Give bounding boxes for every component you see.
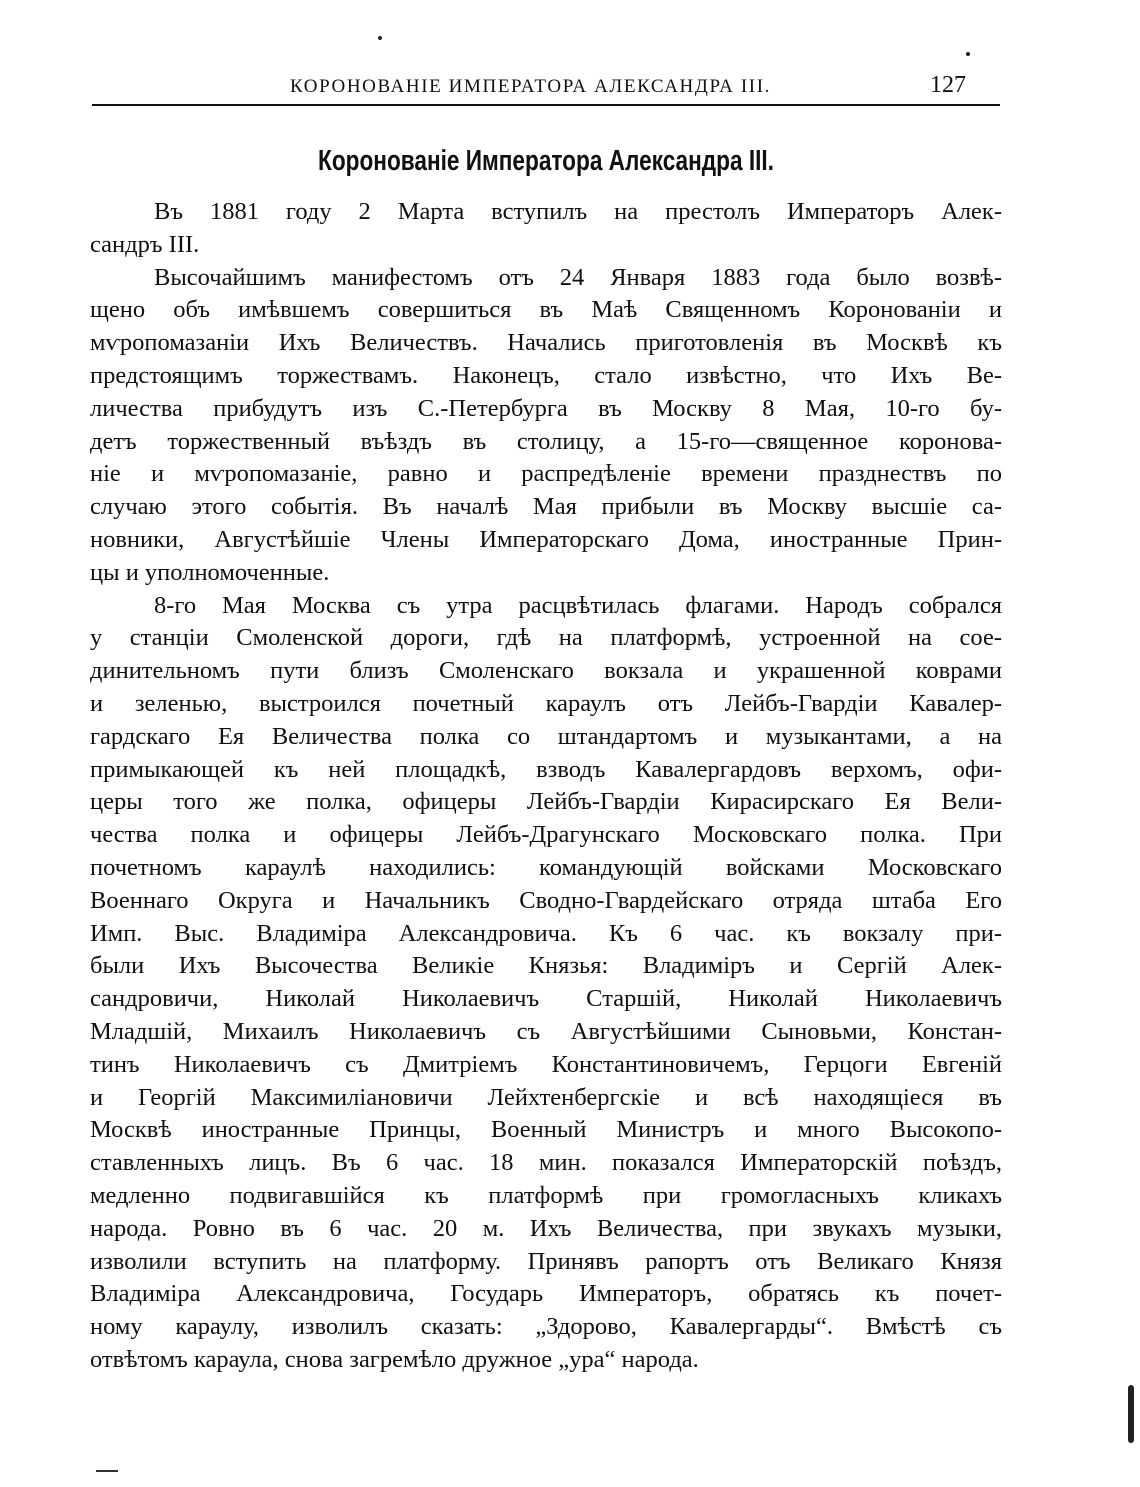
text-line: и зеленью, выстроился почетный караулъ отъ Лейбъ-Гвардіи Кавалер- [90, 689, 1002, 717]
chapter-title: Коронованіе Императора Александра III. [318, 145, 774, 177]
text-line: сандровичи, Николай Николаевичъ Старшій, Николай Николаевичъ [90, 985, 1002, 1013]
text-line: Владиміра Александровича, Государь Императоръ, обратясь къ почет- [90, 1280, 1002, 1308]
text-line: динительномъ пути близъ Смоленскаго вокзала и украшенной коврами [90, 657, 1002, 685]
header-dot-right [966, 52, 970, 56]
text-line: примыкающей къ ней площадкѣ, взводъ Кавалергардовъ верхомъ, офи- [90, 755, 1002, 783]
text-line: были Ихъ Высочества Великіе Князья: Владиміръ и Сергій Алек- [90, 952, 1002, 980]
text-line: ному караулу, изволилъ сказать: „Здорово, Кавалергарды“. Вмѣстѣ съ [90, 1313, 1002, 1341]
text-line: 8-го Мая Москва съ утра расцвѣтилась флагами. Народъ собрался [154, 591, 1002, 619]
body-text [90, 196, 1002, 1377]
text-line: Высочайшимъ манифестомъ отъ 24 Января 1883 года было возвѣ- [154, 263, 1002, 291]
running-header [92, 64, 1000, 106]
page-edge-mark [1128, 1385, 1134, 1443]
text-line: у станціи Смоленской дороги, гдѣ на платформѣ, устроенной на сое- [90, 624, 1002, 652]
text-line: цы и уполномоченные. [90, 558, 330, 586]
text-line: Москвѣ иностранные Принцы, Военный Министръ и много Высокопо- [90, 1116, 1002, 1144]
text-line: Военнаго Округа и Начальникъ Сводно-Гвардейскаго отряда штаба Его [90, 886, 1002, 914]
text-line: новники, Августѣйшіе Члены Императорскаго Дома, иностранные Прин- [90, 525, 1002, 553]
text-line: Имп. Выс. Владиміра Александровича. Къ 6 час. къ вокзалу при- [90, 919, 1002, 947]
text-line: и Георгій Максимиліановичи Лейхтенбергскіе и всѣ находящіеся въ [90, 1083, 1002, 1111]
text-line: тинъ Николаевичъ съ Дмитріемъ Константиновичемъ, Герцоги Евгеній [90, 1050, 1002, 1078]
text-line: Младшій, Михаилъ Николаевичъ съ Августѣйшими Сыновьми, Констан- [90, 1017, 1002, 1045]
text-line: отвѣтомъ караула, снова загремѣло дружное „ура“ народа. [90, 1345, 699, 1373]
text-line: щено объ имѣвшемъ совершиться въ Маѣ Священномъ Коронованіи и [90, 296, 1002, 324]
text-line: предстоящимъ торжествамъ. Наконецъ, стало извѣстно, что Ихъ Ве- [90, 361, 1002, 389]
text-line: народа. Ровно въ 6 час. 20 м. Ихъ Величества, при звукахъ музыки, [90, 1214, 1002, 1242]
text-line: ніе и мѵропомазаніе, равно и распредѣленіе времени празднествъ по [90, 460, 1002, 488]
text-line: сандръ III. [90, 230, 200, 258]
text-line: случаю этого событія. Въ началѣ Мая прибыли въ Москву высшіе са- [90, 493, 1002, 521]
header-dot-left [378, 36, 382, 40]
text-line: церы того же полка, офицеры Лейбъ-Гвардіи Кирасирскаго Ея Вели- [90, 788, 1002, 816]
text-line: чества полка и офицеры Лейбъ-Драгунскаго Московскаго полка. При [90, 821, 1002, 849]
footer-dash [96, 1470, 118, 1472]
text-line: почетномъ караулѣ находились: командующій войсками Московскаго [90, 853, 1002, 881]
text-line: ставленныхъ лицъ. Въ 6 час. 18 мин. показался Императорскій поѣздъ, [90, 1149, 1002, 1177]
text-line: детъ торжественный въѣздъ въ столицу, а 15-го—священное коронова- [90, 427, 1002, 455]
text-line: личества прибудутъ изъ С.-Петербурга въ Москву 8 Мая, 10-го бу- [90, 394, 1002, 422]
page-number: 127 [930, 72, 966, 98]
text-line: медленно подвигавшійся къ платформѣ при громогласныхъ кликахъ [90, 1181, 1002, 1209]
running-title: КОРОНОВАНІЕ ИМПЕРАТОРА АЛЕКСАНДРА III. [290, 76, 771, 97]
text-line: гардскаго Ея Величества полка со штандартомъ и музыкантами, а на [90, 722, 1002, 750]
text-line: Въ 1881 году 2 Марта вступилъ на престолъ Императоръ Алек- [154, 198, 1002, 225]
text-line: изволили вступить на платформу. Принявъ рапортъ отъ Великаго Князя [90, 1247, 1002, 1275]
text-line: мѵропомазаніи Ихъ Величествъ. Начались приготовленія въ Москвѣ къ [90, 329, 1002, 357]
